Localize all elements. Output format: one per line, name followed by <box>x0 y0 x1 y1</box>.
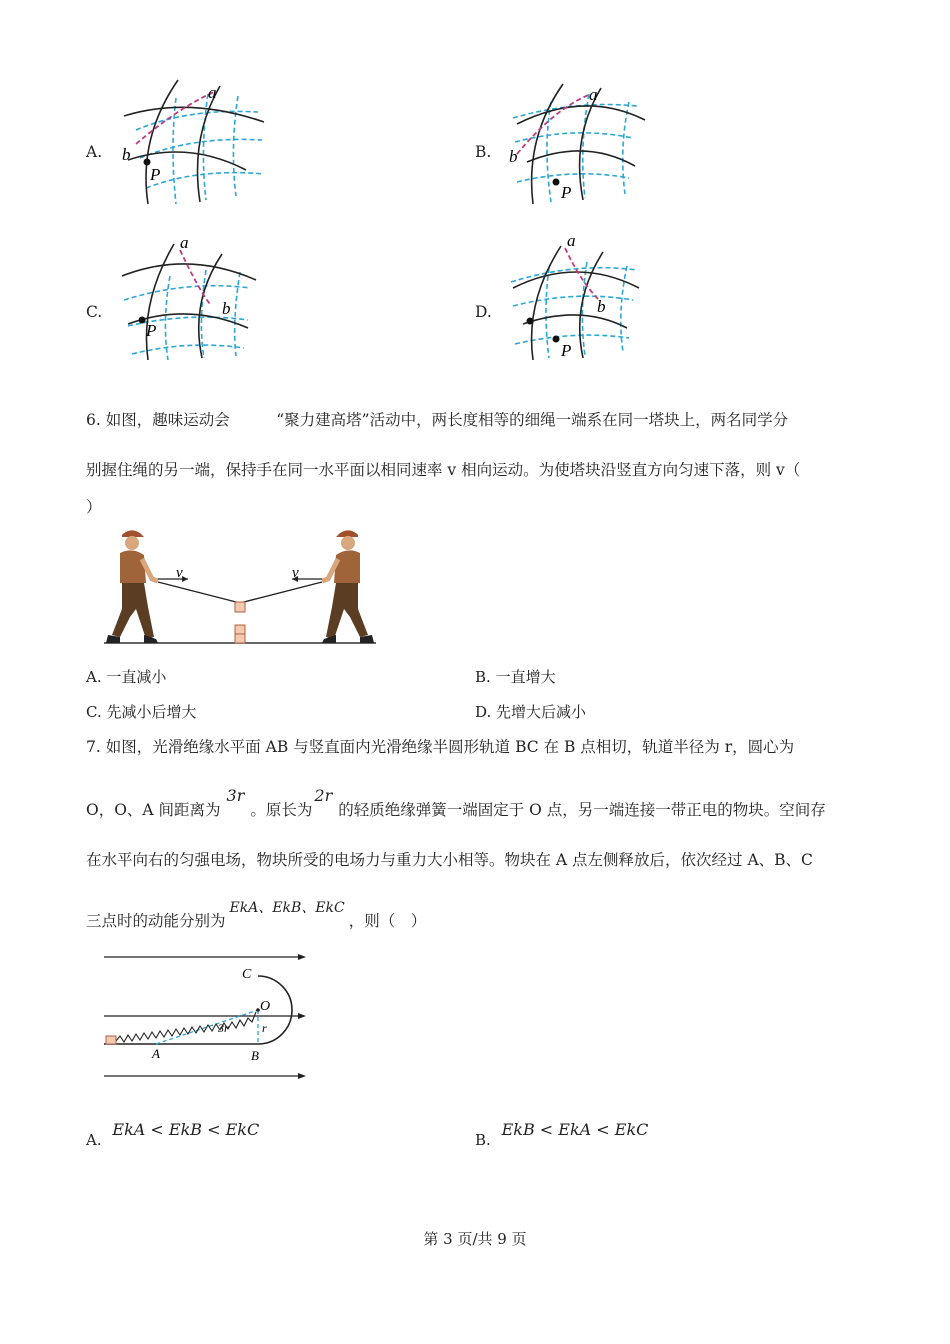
q5-b-point-p: P <box>561 183 572 202</box>
q7-option-b-label: B. <box>475 1131 491 1149</box>
q6-stem-line1: 6. 如图，趣味运动会 “聚力建高塔”活动中，两长度相等的细绳一端系在同一塔块上，两名同学分 <box>86 411 789 429</box>
page-footer: 第 3 页/共 9 页 <box>423 1230 527 1248</box>
q5-c-point-p: P <box>146 321 157 340</box>
q7-line2-c: 的轻质绝缘弹簧一端固定于 O 点，另一端连接一带正电的物块。空间存 <box>338 801 826 819</box>
q6-figure <box>100 525 380 647</box>
q6-option-a-label: A. <box>86 668 102 686</box>
q7-option-b[interactable] <box>475 1120 649 1149</box>
q5-c-point-b: b <box>222 299 231 318</box>
q6-option-b-text: 一直增大 <box>495 668 556 686</box>
q6-option-c-text: 先减小后增大 <box>106 703 197 721</box>
q6-option-c-label: C. <box>86 703 102 721</box>
q6-stem-line2: 别握住绳的另一端，保持手在同一水平面以相同速率 v 相向运动。为使塔块沿竖直方向匀速下落，则 v（ <box>86 461 801 479</box>
q6-option-c[interactable] <box>86 702 197 722</box>
q5-d-point-a: a <box>567 232 576 250</box>
q6-option-d-text: 先增大后减小 <box>496 703 587 721</box>
q6-option-a-text: 一直减小 <box>106 668 167 686</box>
q5-figure-a <box>118 78 268 208</box>
q7-three-r: 3r <box>226 786 245 805</box>
q5-figure-d <box>505 232 655 362</box>
q7-stem-line1: 7. 如图，光滑绝缘水平面 AB 与竖直面内光滑绝缘半圆形轨道 BC 在 B 点相切，轨道半径为 r，圆心为 <box>86 738 795 756</box>
q7-option-a[interactable] <box>86 1120 260 1149</box>
q7-ek-list: EkA、EkB、EkC <box>229 900 345 916</box>
q5-b-point-a: a <box>589 85 598 104</box>
q5-d-point-b: b <box>597 297 606 316</box>
q7-fig-label-b: B <box>251 1048 259 1063</box>
q5-c-point-a: a <box>180 233 189 252</box>
q5-d-point-p: P <box>561 341 572 360</box>
q7-fig-label-3r: 3r <box>218 1021 229 1035</box>
q7-option-a-expr: EkA < EkB < EkC <box>112 1120 260 1139</box>
q7-fig-label-a: A <box>152 1046 160 1061</box>
q5-option-b-label: B. <box>475 143 492 161</box>
q6-option-b-label: B. <box>475 668 491 686</box>
q7-figure <box>96 948 316 1084</box>
q5-option-d-label: D. <box>475 303 492 321</box>
q6-option-d[interactable] <box>475 702 586 722</box>
q7-fig-label-r: r <box>262 1021 267 1035</box>
q7-line2-a: O，O、A 间距离为 <box>86 801 221 819</box>
q7-option-b-expr: EkB < EkA < EkC <box>501 1120 649 1139</box>
q7-line4-b: ，则（ ） <box>348 912 427 930</box>
q6-option-b[interactable] <box>475 667 556 687</box>
right-person <box>322 530 374 643</box>
q5-figure-b <box>505 78 655 208</box>
q6-option-a[interactable] <box>86 667 166 687</box>
q7-line4-a: 三点时的动能分别为 <box>86 912 226 930</box>
q5-a-point-b: b <box>122 145 131 164</box>
q7-stem-line2 <box>86 786 826 820</box>
q5-option-a-label: A. <box>86 143 103 161</box>
q6-v-label-right: v <box>292 565 299 581</box>
q7-stem-line4 <box>86 900 427 932</box>
q7-fig-label-o: O <box>260 999 271 1014</box>
q5-figure-c <box>118 232 268 362</box>
q6-v-label-left: v <box>176 565 183 581</box>
q7-fig-label-c: C <box>242 967 252 982</box>
q5-option-c-label: C. <box>86 303 103 321</box>
q7-line2-b: 。原长为 <box>250 801 313 819</box>
q7-option-a-label: A. <box>86 1131 102 1149</box>
q5-a-point-p: P <box>150 165 161 184</box>
q5-b-point-b: b <box>509 147 518 166</box>
q5-a-point-a: a <box>208 83 217 102</box>
left-person <box>106 530 158 643</box>
q7-two-r: 2r <box>314 786 333 805</box>
q6-stem-line3: ） <box>86 498 102 516</box>
q7-stem-line3: 在水平向右的匀强电场，物块所受的电场力与重力大小相等。物块在 A 点左侧释放后，依次经过 A、B、C <box>86 851 813 869</box>
q6-option-d-label: D. <box>475 703 492 721</box>
